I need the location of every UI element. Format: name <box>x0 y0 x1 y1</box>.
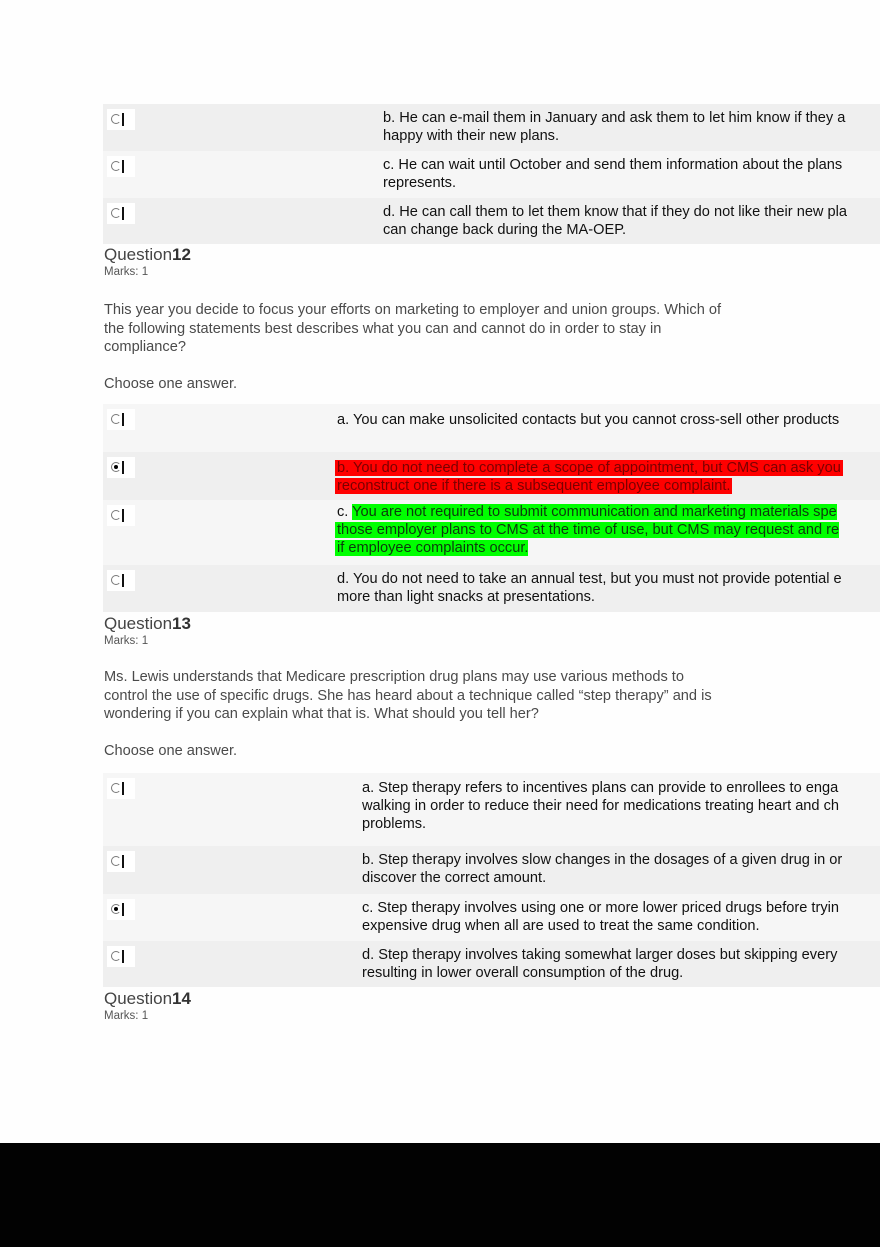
q12-option-b-selected-incorrect[interactable] <box>103 452 880 500</box>
q13-option-c-selected[interactable] <box>103 894 880 941</box>
option-text: a. Step therapy refers to incentives plans can provide to enrollees to enga walking in order to reduce their need for medications treating heart and ch problems. <box>362 780 840 832</box>
radio-selected-icon[interactable] <box>111 462 121 472</box>
q11-option-b[interactable] <box>103 104 880 151</box>
question-marks: Marks: 1 <box>104 266 149 278</box>
q11-option-d[interactable] <box>103 198 880 244</box>
q11-options <box>103 104 880 244</box>
option-text: d. He can call them to let them know that if they do not like their new pla can change back during the MA-OEP. <box>383 204 847 238</box>
question-14-header: Question14 Marks: 1 <box>104 989 191 1022</box>
q12-options <box>103 404 880 612</box>
question-marks: Marks: 1 <box>104 1010 149 1022</box>
radio-unselected-icon[interactable] <box>111 951 121 961</box>
option-text: c. He can wait until October and send them information about the plans represents. <box>383 157 843 191</box>
radio-selected-icon[interactable] <box>111 904 121 914</box>
option-text-correct: c. You are not required to submit communication and marketing materials spe those employer plans to CMS at the time of use, but CMS may request and re if employee complaints occur. <box>337 504 840 556</box>
radio-unselected-icon[interactable] <box>111 575 121 585</box>
option-text: b. He can e-mail them in January and ask them to let him know if they a happy with their new plans. <box>383 110 846 144</box>
option-text: c. Step therapy involves using one or more lower priced drugs before tryin expensive drug when all are used to treat the same condition. <box>362 900 839 934</box>
q12-option-c-correct[interactable] <box>103 500 880 565</box>
q11-option-c[interactable] <box>103 151 880 198</box>
question-number: 13 <box>172 614 191 633</box>
option-text: a. You can make unsolicited contacts but you cannot cross-sell other products <box>337 412 840 428</box>
question-marks: Marks: 1 <box>104 635 149 647</box>
question-13-instruction: Choose one answer. <box>104 743 238 759</box>
radio-unselected-icon[interactable] <box>111 161 121 171</box>
option-text: d. Step therapy involves taking somewhat larger doses but skipping every resulting in lower overall consumption of the drug. <box>362 947 838 981</box>
question-number: 14 <box>172 989 191 1008</box>
q13-option-d[interactable] <box>103 941 880 987</box>
q13-option-a[interactable] <box>103 773 880 846</box>
question-13-text: Ms. Lewis understands that Medicare prescription drug plans may use various methods to control the use of specific drugs. She has heard about a technique called “step therapy” and is wondering if you can explain what that is. What should you tell her? <box>104 669 712 722</box>
option-text: d. You do not need to take an annual test, but you must not provide potential e more than light snacks at presentations. <box>337 571 842 605</box>
q13-options <box>103 773 880 987</box>
radio-unselected-icon[interactable] <box>111 510 121 520</box>
radio-unselected-icon[interactable] <box>111 208 121 218</box>
radio-unselected-icon[interactable] <box>111 783 121 793</box>
question-12-header: Question12 Marks: 1 <box>104 245 191 278</box>
q12-option-a[interactable] <box>103 404 880 452</box>
question-12-instruction: Choose one answer. <box>104 376 238 392</box>
radio-unselected-icon[interactable] <box>111 414 121 424</box>
q12-option-d[interactable] <box>103 565 880 612</box>
question-number: 12 <box>172 245 191 264</box>
option-text: b. Step therapy involves slow changes in the dosages of a given drug in or discover the correct amount. <box>362 852 843 886</box>
radio-unselected-icon[interactable] <box>111 114 121 124</box>
question-12-text: This year you decide to focus your efforts on marketing to employer and union groups. Which of the following statements best describes what you can and cannot do in order to stay in compliance? <box>104 302 722 355</box>
bottom-black-bar <box>0 1143 880 1247</box>
radio-unselected-icon[interactable] <box>111 856 121 866</box>
question-13-header: Question13 Marks: 1 <box>104 614 191 647</box>
option-text-incorrect: b. You do not need to complete a scope of appointment, but CMS can ask you reconstruct one if there is a subsequent employee complaint. <box>337 460 841 494</box>
q13-option-b[interactable] <box>103 846 880 894</box>
